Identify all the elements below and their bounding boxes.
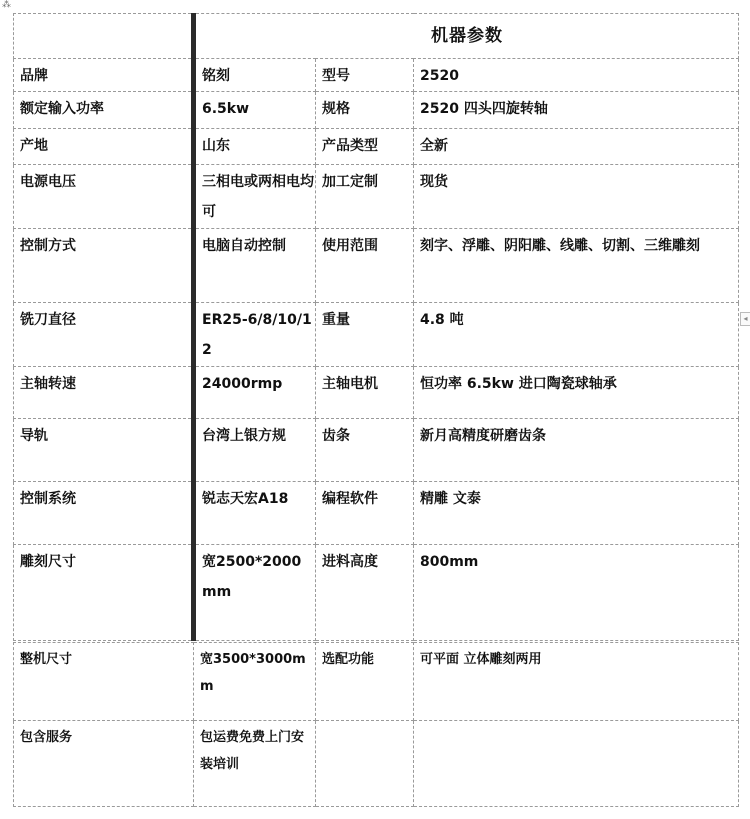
row-value-2: 800mm [414,545,739,641]
row-label-2: 加工定制 [316,165,414,229]
machine-parameters-table [13,13,739,641]
table-row [14,545,739,641]
row-value-2: 精雕 文泰 [414,482,739,545]
row-label: 控制方式 [14,229,194,303]
row-label: 额定输入功率 [14,92,194,129]
table-row [14,229,739,303]
row-label-2: 编程软件 [316,482,414,545]
row-label-2: 选配功能 [316,643,414,721]
table-row [14,303,739,367]
table-title: 机器参数 [194,14,739,59]
row-label: 导轨 [14,419,194,482]
row-value: 电脑自动控制 [194,229,316,303]
row-label: 控制系统 [14,482,194,545]
row-label-2: 重量 [316,303,414,367]
table-row [14,165,739,229]
table-row [14,643,739,721]
row-value-2: 可平面 立体雕刻两用 [414,643,739,721]
row-value-2 [414,721,739,807]
row-label: 电源电压 [14,165,194,229]
row-value: ER25-6/8/10/12 [194,303,316,367]
row-value: 宽3500*3000mm [194,643,316,721]
row-label-2: 进料高度 [316,545,414,641]
table-anchor-icon: ⁂ [2,0,11,10]
row-value: 三相电或两相电均可 [194,165,316,229]
row-label-2: 型号 [316,59,414,92]
row-label-2: 齿条 [316,419,414,482]
row-label: 雕刻尺寸 [14,545,194,641]
row-label-2: 规格 [316,92,414,129]
extra-parameters-table [13,642,739,807]
scroll-arrow-icon[interactable]: ◂ [740,312,750,326]
row-label: 品牌 [14,59,194,92]
row-value: 6.5kw [194,92,316,129]
table-row [14,419,739,482]
row-value: 山东 [194,129,316,165]
row-label: 包含服务 [14,721,194,807]
row-label-2: 产品类型 [316,129,414,165]
row-value: 铭刻 [194,59,316,92]
row-value: 24000rmp [194,367,316,419]
row-value-2: 4.8 吨 [414,303,739,367]
table-row [14,129,739,165]
row-value-2: 恒功率 6.5kw 进口陶瓷球轴承 [414,367,739,419]
row-label-2 [316,721,414,807]
row-value-2: 现货 [414,165,739,229]
row-value: 锐志天宏A18 [194,482,316,545]
row-label-2: 使用范围 [316,229,414,303]
title-spacer-cell [14,14,194,59]
row-value: 宽2500*2000mm [194,545,316,641]
row-value-2: 新月高精度研磨齿条 [414,419,739,482]
table-row [14,59,739,92]
row-value-2: 全新 [414,129,739,165]
row-label: 主轴转速 [14,367,194,419]
row-value-2: 刻字、浮雕、阴阳雕、线雕、切割、三维雕刻 [414,229,739,303]
row-value: 包运费免费上门安装培训 [194,721,316,807]
table-row [14,721,739,807]
table-row [14,92,739,129]
row-label-2: 主轴电机 [316,367,414,419]
table-title-row [14,14,739,59]
row-label: 产地 [14,129,194,165]
table-row [14,367,739,419]
row-value: 台湾上银方规 [194,419,316,482]
table-row [14,482,739,545]
row-label: 铣刀直径 [14,303,194,367]
row-label: 整机尺寸 [14,643,194,721]
row-value-2: 2520 四头四旋转轴 [414,92,739,129]
row-value-2: 2520 [414,59,739,92]
